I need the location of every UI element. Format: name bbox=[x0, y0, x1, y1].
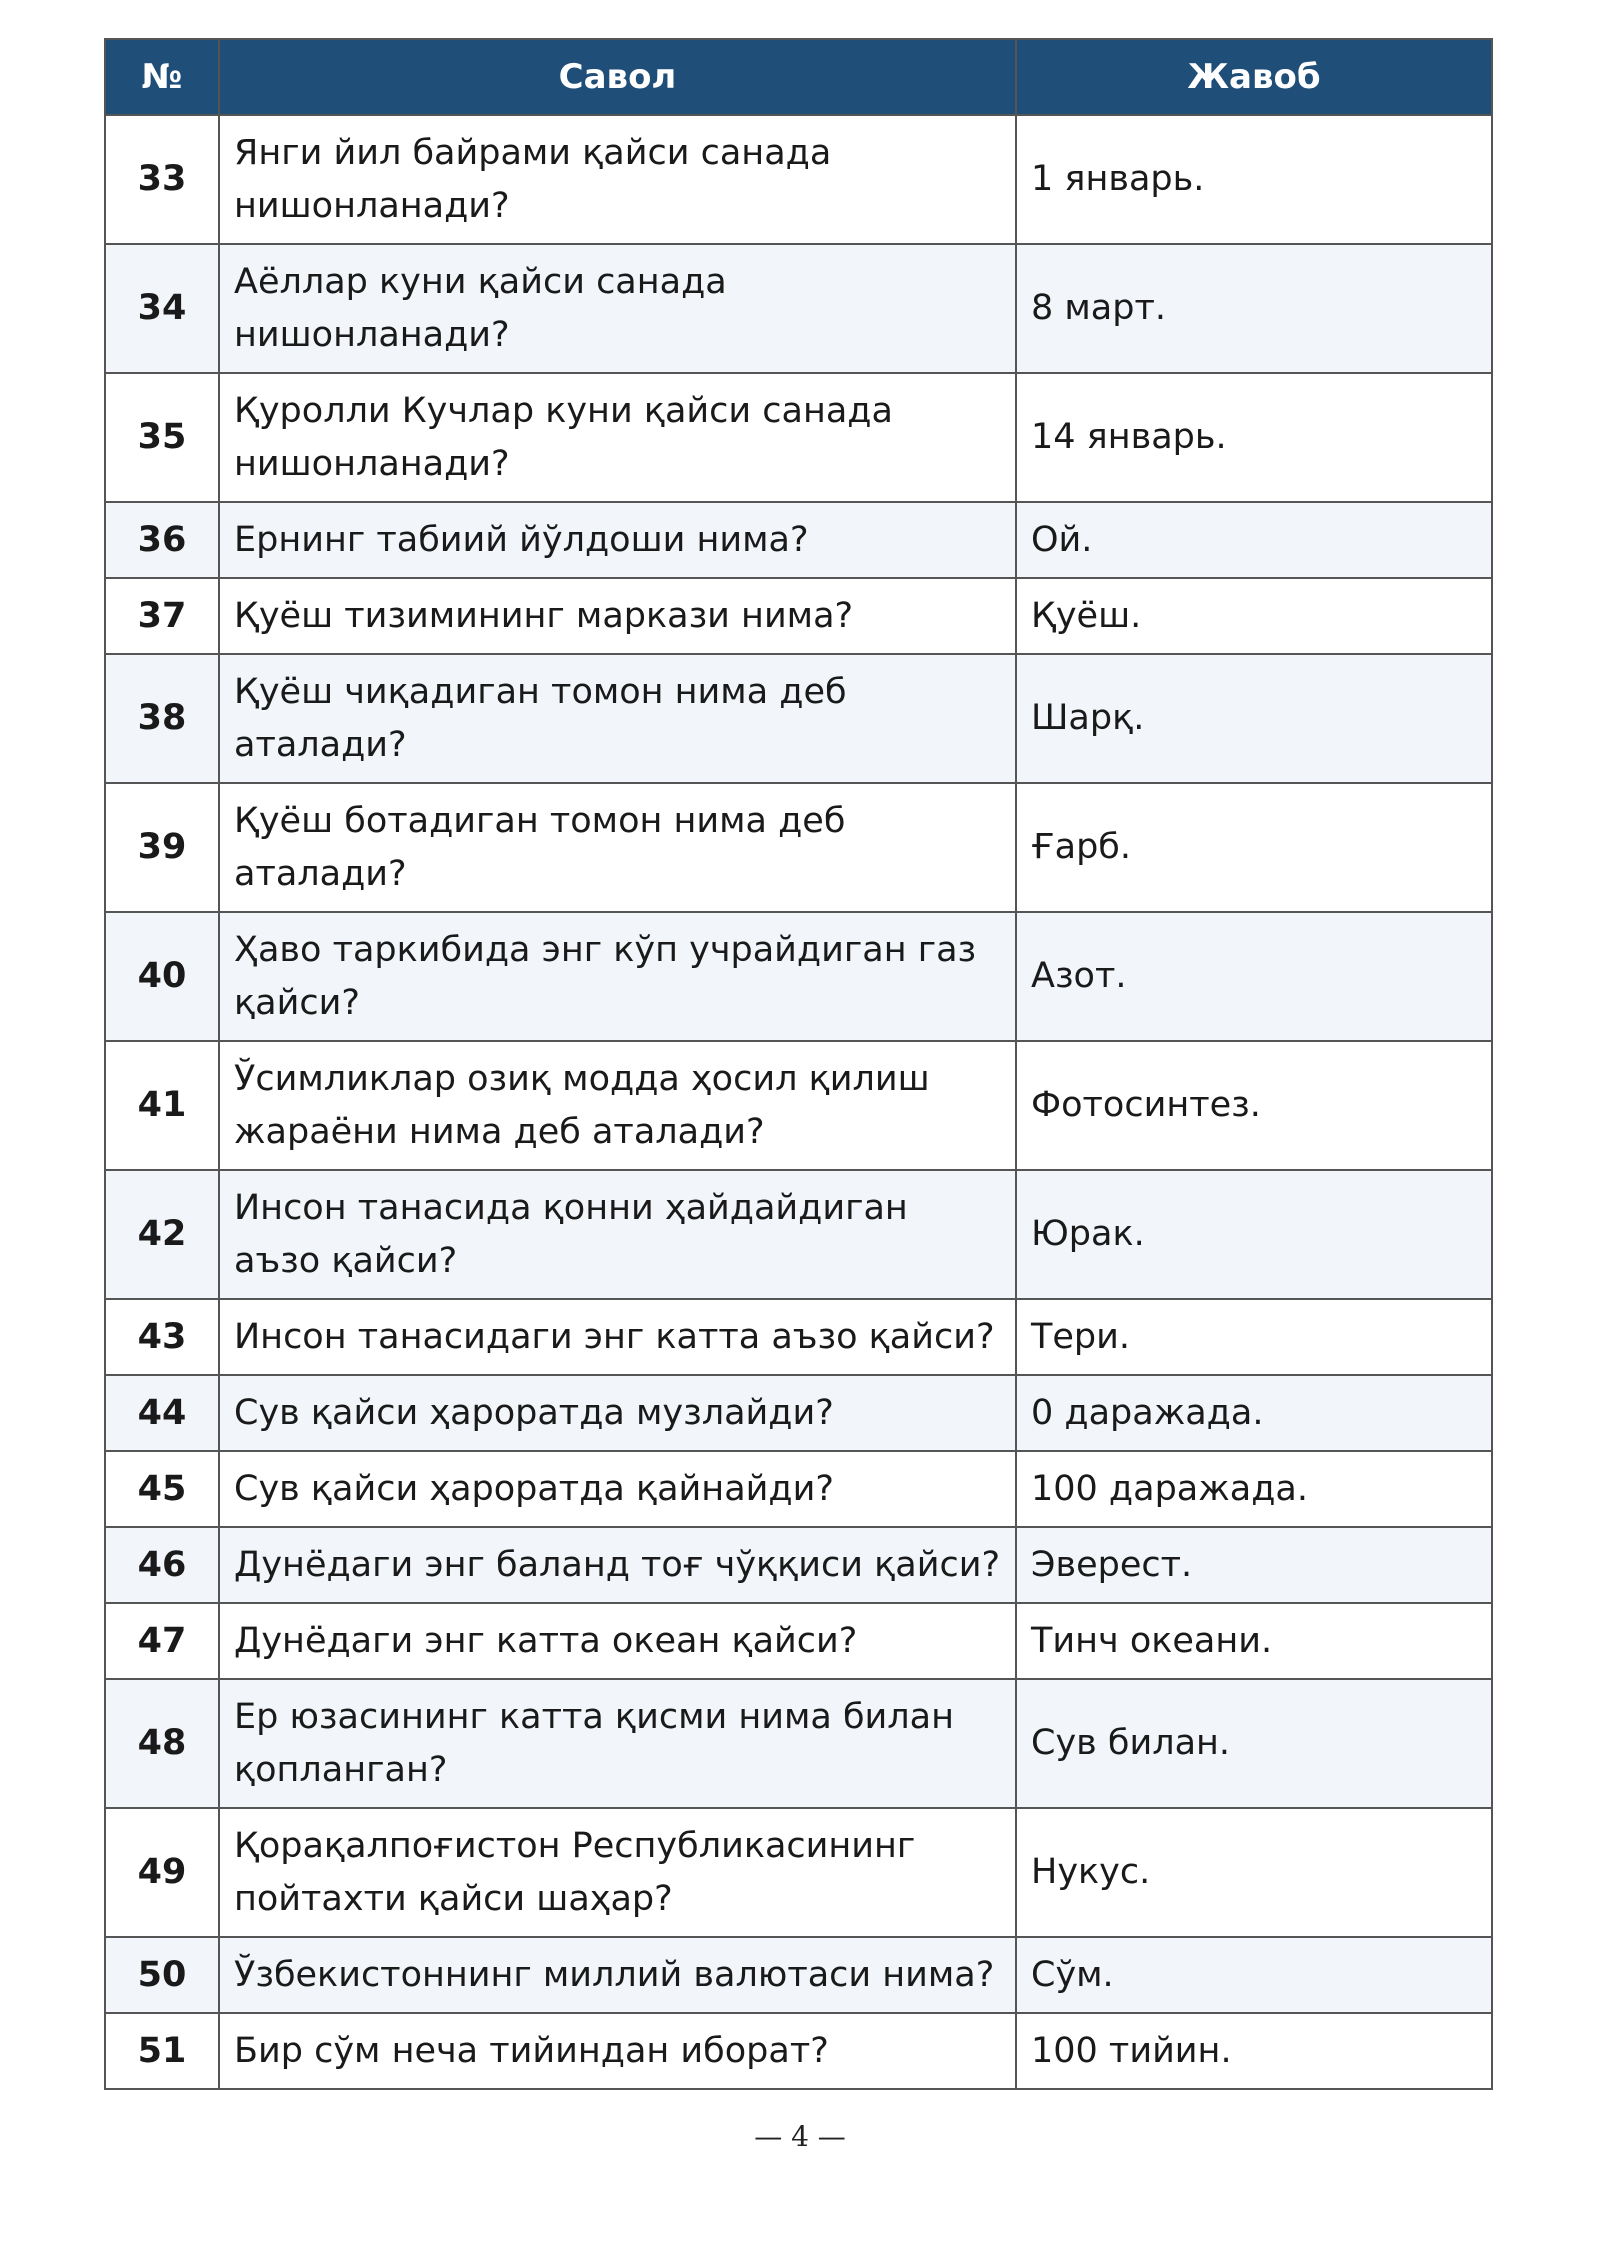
table-row bbox=[105, 1299, 1492, 1375]
table-row bbox=[105, 373, 1492, 502]
row-answer: 0 даражада. bbox=[1016, 1375, 1492, 1451]
row-answer: Ой. bbox=[1016, 502, 1492, 578]
table-row bbox=[105, 1679, 1492, 1808]
table-row bbox=[105, 783, 1492, 912]
header-answer: Жавоб bbox=[1016, 39, 1492, 115]
row-question: Қуролли Кучлар куни қайси санада нишонланади? bbox=[219, 373, 1016, 502]
row-number: 49 bbox=[105, 1808, 219, 1937]
row-number: 46 bbox=[105, 1527, 219, 1603]
table-row bbox=[105, 654, 1492, 783]
row-question: Қуёш ботадиган томон нима деб аталади? bbox=[219, 783, 1016, 912]
row-question: Сув қайси ҳароратда қайнайди? bbox=[219, 1451, 1016, 1527]
row-question: Сув қайси ҳароратда музлайди? bbox=[219, 1375, 1016, 1451]
row-number: 47 bbox=[105, 1603, 219, 1679]
table-row bbox=[105, 578, 1492, 654]
table-header-row bbox=[105, 39, 1492, 115]
row-number: 43 bbox=[105, 1299, 219, 1375]
row-question: Қуёш тизимининг маркази нима? bbox=[219, 578, 1016, 654]
table-row bbox=[105, 912, 1492, 1041]
table-row bbox=[105, 1041, 1492, 1170]
row-number: 39 bbox=[105, 783, 219, 912]
row-answer: Шарқ. bbox=[1016, 654, 1492, 783]
table-row bbox=[105, 1527, 1492, 1603]
row-question: Қуёш чиқадиган томон нима деб аталади? bbox=[219, 654, 1016, 783]
row-answer: Тери. bbox=[1016, 1299, 1492, 1375]
row-answer: 100 даражада. bbox=[1016, 1451, 1492, 1527]
row-number: 41 bbox=[105, 1041, 219, 1170]
row-answer: Ғарб. bbox=[1016, 783, 1492, 912]
page-number: — 4 — bbox=[754, 2120, 846, 2153]
row-question: Ўзбекистоннинг миллий валютаси нима? bbox=[219, 1937, 1016, 2013]
header-number: № bbox=[105, 39, 219, 115]
row-number: 38 bbox=[105, 654, 219, 783]
row-answer: Юрак. bbox=[1016, 1170, 1492, 1299]
row-question: Янги йил байрами қайси санада нишонланади? bbox=[219, 115, 1016, 244]
table-row bbox=[105, 115, 1492, 244]
row-answer: 14 январь. bbox=[1016, 373, 1492, 502]
row-question: Ўсимликлар озиқ модда ҳосил қилиш жараёни нима деб аталади? bbox=[219, 1041, 1016, 1170]
row-number: 50 bbox=[105, 1937, 219, 2013]
table-row bbox=[105, 1170, 1492, 1299]
row-answer: Азот. bbox=[1016, 912, 1492, 1041]
row-number: 35 bbox=[105, 373, 219, 502]
row-answer: 8 март. bbox=[1016, 244, 1492, 373]
row-answer: Эверест. bbox=[1016, 1527, 1492, 1603]
row-answer: 100 тийин. bbox=[1016, 2013, 1492, 2089]
row-question: Ернинг табиий йўлдоши нима? bbox=[219, 502, 1016, 578]
row-answer: Тинч океани. bbox=[1016, 1603, 1492, 1679]
row-answer: Сув билан. bbox=[1016, 1679, 1492, 1808]
row-number: 44 bbox=[105, 1375, 219, 1451]
row-number: 37 bbox=[105, 578, 219, 654]
header-question: Савол bbox=[219, 39, 1016, 115]
row-answer: 1 январь. bbox=[1016, 115, 1492, 244]
row-number: 40 bbox=[105, 912, 219, 1041]
row-question: Бир сўм неча тийиндан иборат? bbox=[219, 2013, 1016, 2089]
table-row bbox=[105, 1808, 1492, 1937]
row-number: 42 bbox=[105, 1170, 219, 1299]
table-row bbox=[105, 244, 1492, 373]
table-row bbox=[105, 502, 1492, 578]
table-row bbox=[105, 1375, 1492, 1451]
table-row bbox=[105, 1451, 1492, 1527]
row-number: 34 bbox=[105, 244, 219, 373]
row-number: 33 bbox=[105, 115, 219, 244]
table-row bbox=[105, 1603, 1492, 1679]
table-row bbox=[105, 2013, 1492, 2089]
row-question: Дунёдаги энг баланд тоғ чўққиси қайси? bbox=[219, 1527, 1016, 1603]
row-answer: Қуёш. bbox=[1016, 578, 1492, 654]
row-answer: Фотосинтез. bbox=[1016, 1041, 1492, 1170]
row-question: Дунёдаги энг катта океан қайси? bbox=[219, 1603, 1016, 1679]
row-question: Инсон танасидаги энг катта аъзо қайси? bbox=[219, 1299, 1016, 1375]
row-question: Аёллар куни қайси санада нишонланади? bbox=[219, 244, 1016, 373]
row-number: 51 bbox=[105, 2013, 219, 2089]
row-number: 36 bbox=[105, 502, 219, 578]
row-number: 48 bbox=[105, 1679, 219, 1808]
row-question: Қорақалпоғистон Республикасининг пойтахти қайси шаҳар? bbox=[219, 1808, 1016, 1937]
table-row bbox=[105, 1937, 1492, 2013]
qa-table bbox=[104, 38, 1493, 2090]
row-question: Ер юзасининг катта қисми нима билан қопланган? bbox=[219, 1679, 1016, 1808]
document-page bbox=[104, 38, 1491, 2090]
row-answer: Нукус. bbox=[1016, 1808, 1492, 1937]
row-answer: Сўм. bbox=[1016, 1937, 1492, 2013]
row-number: 45 bbox=[105, 1451, 219, 1527]
row-question: Ҳаво таркибида энг кўп учрайдиган газ қайси? bbox=[219, 912, 1016, 1041]
row-question: Инсон танасида қонни ҳайдайдиган аъзо қайси? bbox=[219, 1170, 1016, 1299]
